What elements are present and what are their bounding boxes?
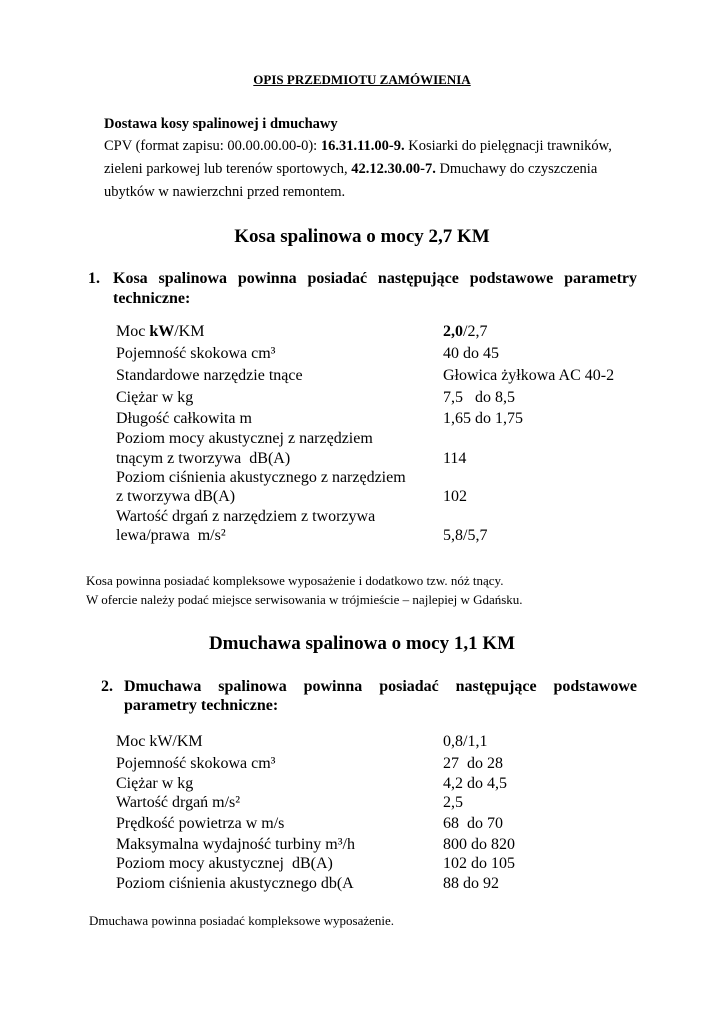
spec1-label-displacement: Pojemność skokowa cm³ <box>116 345 276 362</box>
document-title: OPIS PRZEDMIOTU ZAMÓWIENIA <box>253 72 471 87</box>
spec1-label-tool: Standardowe narzędzie tnące <box>116 367 303 384</box>
spec1-label-sound-pressure-2: z tworzywa dB(A) <box>116 488 236 505</box>
spec2-value: 2,5 <box>443 794 463 811</box>
section1-item-line2: techniczne: <box>113 290 191 307</box>
section2-note: Dmuchawa powinna posiadać kompleksowe wyposażenie. <box>89 913 395 928</box>
spec1-label-length: Długość całkowita m <box>116 410 252 427</box>
spec2-label: Maksymalna wydajność turbiny m³/h <box>116 836 355 853</box>
spec1-label-sound-power-2: tnącym z tworzywa dB(A) <box>116 450 291 467</box>
spec1-label-sound-pressure-1: Poziom ciśnienia akustycznego z narzędziem <box>116 469 406 486</box>
spec1-value-displacement: 40 do 45 <box>443 345 499 362</box>
spec2-label: Poziom ciśnienia akustycznego db(A <box>116 875 354 892</box>
spec2-label: Pojemność skokowa cm³ <box>116 755 276 772</box>
section2-item-line2: parametry techniczne: <box>124 697 279 714</box>
section1-note-1: Kosa powinna posiadać kompleksowe wyposażenie i dodatkowo tzw. nóż tnący. <box>86 573 504 588</box>
spec1-label-weight: Ciężar w kg <box>116 389 194 406</box>
section1-item-number: 1. <box>88 270 100 287</box>
spec1-value-power: 2,0/2,7 <box>443 323 488 340</box>
spec1-value-weight: 7,5 do 8,5 <box>443 389 515 406</box>
section1-note-2: W ofercie należy podać miejsce serwisowania w trójmieście – najlepiej w Gdańsku. <box>86 592 523 607</box>
spec2-value: 102 do 105 <box>443 855 515 872</box>
spec1-label-sound-power-1: Poziom mocy akustycznej z narzędziem <box>116 430 373 447</box>
section1-heading: Kosa spalinowa o mocy 2,7 KM <box>234 226 490 247</box>
spec1-value-vibration: 5,8/5,7 <box>443 527 488 544</box>
spec1-value-tool: Głowica żyłkowa AC 40-2 <box>443 367 615 384</box>
section2-item-number: 2. <box>101 678 113 695</box>
intro-line-3: ubytków w nawierzchni przed remontem. <box>104 184 346 200</box>
spec2-label: Wartość drgań m/s² <box>116 794 241 811</box>
intro-heading: Dostawa kosy spalinowej i dmuchawy <box>104 116 338 132</box>
spec2-value: 0,8/1,1 <box>443 733 488 750</box>
spec2-value: 800 do 820 <box>443 836 515 853</box>
section1-item-line1: Kosa spalinowa powinna posiadać następujące podstawowe parametry <box>113 270 637 287</box>
spec2-value: 4,2 do 4,5 <box>443 775 507 792</box>
spec1-value-length: 1,65 do 1,75 <box>443 410 523 427</box>
spec2-value: 27 do 28 <box>443 755 503 772</box>
spec1-value-sound-power: 114 <box>443 450 467 467</box>
spec2-label: Prędkość powietrza w m/s <box>116 815 285 832</box>
spec1-value-sound-pressure: 102 <box>443 488 467 505</box>
spec2-label: Moc kW/KM <box>116 733 203 750</box>
section2-item-line1: Dmuchawa spalinowa powinna posiadać następujące podstawowe <box>124 678 637 695</box>
section2-heading: Dmuchawa spalinowa o mocy 1,1 KM <box>208 633 516 654</box>
intro-line-cpv: CPV (format zapisu: 00.00.00.00-0): 16.31.11.00-9. Kosiarki do pielęgnacji trawników, <box>104 138 612 154</box>
spec1-label-vibration-2: lewa/prawa m/s² <box>116 527 226 544</box>
intro-line-2: zieleni parkowej lub terenów sportowych, 42.12.30.00-7. Dmuchawy do czyszczenia <box>104 161 598 177</box>
spec2-label: Poziom mocy akustycznej dB(A) <box>116 855 333 872</box>
spec2-value: 88 do 92 <box>443 875 499 892</box>
spec1-label-vibration-1: Wartość drgań z narzędziem z tworzywa <box>116 508 376 525</box>
spec2-label: Ciężar w kg <box>116 775 194 792</box>
spec1-label-power: Moc kW/KM <box>116 323 205 340</box>
spec2-value: 68 do 70 <box>443 815 503 832</box>
